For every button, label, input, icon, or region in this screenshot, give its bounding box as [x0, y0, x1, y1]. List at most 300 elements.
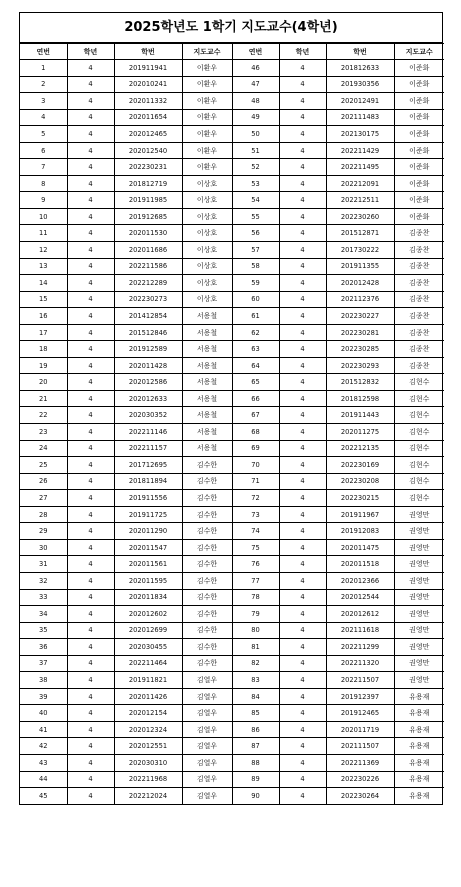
row-advisor-cell: 이환우	[182, 109, 232, 126]
row-index-cell: 30	[20, 539, 67, 556]
row-index-cell: 35	[20, 622, 67, 639]
row-grade-cell: 4	[67, 159, 114, 176]
table-row	[20, 258, 444, 275]
table-row	[20, 208, 444, 225]
row-grade-cell: 4	[279, 523, 326, 540]
row-student-id-cell: 201912083	[326, 523, 394, 540]
row-student-id-cell: 202230215	[326, 490, 394, 507]
row-index-cell: 75	[232, 539, 279, 556]
row-advisor-cell: 권영만	[394, 556, 444, 573]
row-index-cell: 10	[20, 208, 67, 225]
row-advisor-cell: 김현수	[394, 374, 444, 391]
row-advisor-cell: 김수한	[182, 655, 232, 672]
row-index-cell: 38	[20, 672, 67, 689]
row-index-cell: 82	[232, 655, 279, 672]
table-row	[20, 523, 444, 540]
row-student-id-cell: 201911556	[114, 490, 182, 507]
row-advisor-cell: 유용재	[394, 705, 444, 722]
row-grade-cell: 4	[279, 324, 326, 341]
row-index-cell: 21	[20, 390, 67, 407]
row-grade-cell: 4	[279, 142, 326, 159]
row-advisor-cell: 이준화	[394, 126, 444, 143]
row-index-cell: 36	[20, 639, 67, 656]
advisor-sheet	[19, 12, 443, 805]
row-index-cell: 76	[232, 556, 279, 573]
table-row	[20, 357, 444, 374]
row-advisor-cell: 김종찬	[394, 275, 444, 292]
table-row	[20, 771, 444, 788]
header-index: 연번	[20, 44, 67, 60]
row-student-id-cell: 202211369	[326, 754, 394, 771]
row-grade-cell: 4	[67, 473, 114, 490]
row-grade-cell: 4	[279, 357, 326, 374]
row-grade-cell: 4	[279, 424, 326, 441]
row-student-id-cell: 202230226	[326, 771, 394, 788]
table-row	[20, 242, 444, 259]
row-index-cell: 59	[232, 275, 279, 292]
row-student-id-cell: 202011530	[114, 225, 182, 242]
row-advisor-cell: 김현수	[394, 490, 444, 507]
row-grade-cell: 4	[279, 440, 326, 457]
row-student-id-cell: 202211495	[326, 159, 394, 176]
row-index-cell: 67	[232, 407, 279, 424]
row-grade-cell: 4	[279, 539, 326, 556]
row-index-cell: 61	[232, 308, 279, 325]
row-student-id-cell: 202230281	[326, 324, 394, 341]
row-grade-cell: 4	[279, 688, 326, 705]
row-index-cell: 80	[232, 622, 279, 639]
row-index-cell: 56	[232, 225, 279, 242]
row-student-id-cell: 201912397	[326, 688, 394, 705]
row-advisor-cell: 김수한	[182, 457, 232, 474]
row-grade-cell: 4	[67, 572, 114, 589]
row-advisor-cell: 김종찬	[394, 324, 444, 341]
row-student-id-cell: 202212289	[114, 275, 182, 292]
row-index-cell: 64	[232, 357, 279, 374]
row-advisor-cell: 김수한	[182, 639, 232, 656]
row-advisor-cell: 이환우	[182, 126, 232, 143]
row-advisor-cell: 이상호	[182, 208, 232, 225]
row-index-cell: 45	[20, 788, 67, 804]
table-row	[20, 225, 444, 242]
row-student-id-cell: 202230273	[114, 291, 182, 308]
row-student-id-cell: 201911725	[114, 506, 182, 523]
row-grade-cell: 4	[67, 142, 114, 159]
row-index-cell: 2	[20, 76, 67, 93]
table-row	[20, 291, 444, 308]
row-student-id-cell: 202230260	[326, 208, 394, 225]
row-index-cell: 68	[232, 424, 279, 441]
row-grade-cell: 4	[67, 788, 114, 804]
row-index-cell: 11	[20, 225, 67, 242]
header-grade: 학년	[67, 44, 114, 60]
row-student-id-cell: 202211586	[114, 258, 182, 275]
row-index-cell: 89	[232, 771, 279, 788]
row-advisor-cell: 김종찬	[394, 291, 444, 308]
row-advisor-cell: 서용철	[182, 407, 232, 424]
table-row	[20, 407, 444, 424]
row-grade-cell: 4	[67, 93, 114, 110]
table-row	[20, 688, 444, 705]
row-grade-cell: 4	[67, 225, 114, 242]
row-advisor-cell: 김수한	[182, 506, 232, 523]
row-student-id-cell: 202012366	[326, 572, 394, 589]
table-row	[20, 589, 444, 606]
row-student-id-cell: 202012324	[114, 721, 182, 738]
row-advisor-cell: 유용재	[394, 688, 444, 705]
row-index-cell: 15	[20, 291, 67, 308]
row-student-id-cell: 202230231	[114, 159, 182, 176]
row-student-id-cell: 202211299	[326, 639, 394, 656]
row-index-cell: 51	[232, 142, 279, 159]
row-grade-cell: 4	[279, 159, 326, 176]
row-index-cell: 86	[232, 721, 279, 738]
row-grade-cell: 4	[67, 109, 114, 126]
row-student-id-cell: 202011275	[326, 424, 394, 441]
row-index-cell: 52	[232, 159, 279, 176]
row-student-id-cell: 201712695	[114, 457, 182, 474]
row-advisor-cell: 서용철	[182, 341, 232, 358]
row-advisor-cell: 김수한	[182, 490, 232, 507]
row-advisor-cell: 김종찬	[394, 341, 444, 358]
row-grade-cell: 4	[67, 738, 114, 755]
row-grade-cell: 4	[279, 622, 326, 639]
sheet-title: 2025학년도 1학기 지도교수(4학년)	[20, 13, 442, 43]
row-grade-cell: 4	[67, 490, 114, 507]
row-student-id-cell: 202212135	[326, 440, 394, 457]
row-student-id-cell: 201911355	[326, 258, 394, 275]
row-student-id-cell: 202012428	[326, 275, 394, 292]
row-advisor-cell: 김종찬	[394, 258, 444, 275]
row-index-cell: 3	[20, 93, 67, 110]
row-grade-cell: 4	[67, 440, 114, 457]
row-advisor-cell: 김수한	[182, 606, 232, 623]
row-index-cell: 14	[20, 275, 67, 292]
table-row	[20, 556, 444, 573]
row-grade-cell: 4	[279, 258, 326, 275]
table-row	[20, 788, 444, 804]
row-grade-cell: 4	[279, 738, 326, 755]
row-student-id-cell: 202012465	[114, 126, 182, 143]
row-student-id-cell: 202010241	[114, 76, 182, 93]
row-student-id-cell: 202212511	[326, 192, 394, 209]
row-index-cell: 20	[20, 374, 67, 391]
row-advisor-cell: 유용재	[394, 738, 444, 755]
row-student-id-cell: 202112376	[326, 291, 394, 308]
row-grade-cell: 4	[67, 390, 114, 407]
header-index: 연번	[232, 44, 279, 60]
row-grade-cell: 4	[67, 539, 114, 556]
header-student-id: 학번	[326, 44, 394, 60]
row-student-id-cell: 201512846	[114, 324, 182, 341]
row-advisor-cell: 유용재	[394, 771, 444, 788]
row-student-id-cell: 201911967	[326, 506, 394, 523]
table-row	[20, 506, 444, 523]
row-advisor-cell: 이상호	[182, 175, 232, 192]
row-grade-cell: 4	[279, 721, 326, 738]
table-row	[20, 175, 444, 192]
row-grade-cell: 4	[67, 341, 114, 358]
row-index-cell: 63	[232, 341, 279, 358]
row-index-cell: 50	[232, 126, 279, 143]
row-advisor-cell: 김열우	[182, 771, 232, 788]
row-grade-cell: 4	[67, 407, 114, 424]
row-index-cell: 55	[232, 208, 279, 225]
table-row	[20, 159, 444, 176]
row-advisor-cell: 이준화	[394, 109, 444, 126]
row-student-id-cell: 201512871	[326, 225, 394, 242]
row-grade-cell: 4	[67, 639, 114, 656]
row-index-cell: 4	[20, 109, 67, 126]
table-row	[20, 308, 444, 325]
row-advisor-cell: 김열우	[182, 788, 232, 804]
row-student-id-cell: 202111483	[326, 109, 394, 126]
table-row	[20, 126, 444, 143]
row-index-cell: 53	[232, 175, 279, 192]
row-grade-cell: 4	[279, 655, 326, 672]
row-advisor-cell: 김현수	[394, 390, 444, 407]
row-index-cell: 42	[20, 738, 67, 755]
row-index-cell: 23	[20, 424, 67, 441]
row-advisor-cell: 김수한	[182, 589, 232, 606]
row-advisor-cell: 서용철	[182, 324, 232, 341]
row-grade-cell: 4	[279, 175, 326, 192]
table-row	[20, 490, 444, 507]
row-student-id-cell: 202011561	[114, 556, 182, 573]
row-student-id-cell: 202012154	[114, 705, 182, 722]
table-row	[20, 738, 444, 755]
header-grade: 학년	[279, 44, 326, 60]
table-row	[20, 440, 444, 457]
row-advisor-cell: 권영만	[394, 572, 444, 589]
row-advisor-cell: 권영만	[394, 639, 444, 656]
row-student-id-cell: 201912465	[326, 705, 394, 722]
row-student-id-cell: 202011834	[114, 589, 182, 606]
row-grade-cell: 4	[67, 242, 114, 259]
row-grade-cell: 4	[67, 754, 114, 771]
row-student-id-cell: 202011654	[114, 109, 182, 126]
row-grade-cell: 4	[279, 771, 326, 788]
row-student-id-cell: 202230227	[326, 308, 394, 325]
row-advisor-cell: 김현수	[394, 440, 444, 457]
row-grade-cell: 4	[279, 390, 326, 407]
row-grade-cell: 4	[67, 324, 114, 341]
row-advisor-cell: 이상호	[182, 275, 232, 292]
row-student-id-cell: 201912589	[114, 341, 182, 358]
row-index-cell: 83	[232, 672, 279, 689]
row-advisor-cell: 김수한	[182, 622, 232, 639]
row-index-cell: 57	[232, 242, 279, 259]
table-row	[20, 424, 444, 441]
row-grade-cell: 4	[279, 639, 326, 656]
row-student-id-cell: 202012551	[114, 738, 182, 755]
row-student-id-cell: 201911941	[114, 60, 182, 77]
row-index-cell: 27	[20, 490, 67, 507]
row-grade-cell: 4	[279, 556, 326, 573]
row-index-cell: 71	[232, 473, 279, 490]
table-row	[20, 457, 444, 474]
row-index-cell: 69	[232, 440, 279, 457]
row-grade-cell: 4	[67, 771, 114, 788]
row-student-id-cell: 201412854	[114, 308, 182, 325]
header-student-id: 학번	[114, 44, 182, 60]
row-student-id-cell: 202211968	[114, 771, 182, 788]
row-student-id-cell: 202230169	[326, 457, 394, 474]
table-row	[20, 275, 444, 292]
row-student-id-cell: 202211464	[114, 655, 182, 672]
row-grade-cell: 4	[279, 275, 326, 292]
row-advisor-cell: 김열우	[182, 721, 232, 738]
row-grade-cell: 4	[67, 506, 114, 523]
table-row	[20, 192, 444, 209]
row-grade-cell: 4	[67, 76, 114, 93]
row-advisor-cell: 김수한	[182, 572, 232, 589]
row-grade-cell: 4	[67, 655, 114, 672]
row-student-id-cell: 201811894	[114, 473, 182, 490]
row-advisor-cell: 이상호	[182, 192, 232, 209]
row-index-cell: 34	[20, 606, 67, 623]
row-student-id-cell: 201730222	[326, 242, 394, 259]
row-index-cell: 65	[232, 374, 279, 391]
row-advisor-cell: 이준화	[394, 175, 444, 192]
row-grade-cell: 4	[67, 721, 114, 738]
row-advisor-cell: 이상호	[182, 242, 232, 259]
row-student-id-cell: 202111618	[326, 622, 394, 639]
row-student-id-cell: 202111507	[326, 738, 394, 755]
row-index-cell: 32	[20, 572, 67, 589]
row-index-cell: 31	[20, 556, 67, 573]
row-advisor-cell: 김종찬	[394, 242, 444, 259]
row-advisor-cell: 이환우	[182, 76, 232, 93]
table-row	[20, 341, 444, 358]
row-grade-cell: 4	[67, 308, 114, 325]
row-advisor-cell: 김수한	[182, 473, 232, 490]
header-advisor: 지도교수	[394, 44, 444, 60]
row-index-cell: 58	[232, 258, 279, 275]
row-index-cell: 24	[20, 440, 67, 457]
row-grade-cell: 4	[67, 208, 114, 225]
row-advisor-cell: 이준화	[394, 159, 444, 176]
row-index-cell: 48	[232, 93, 279, 110]
table-row	[20, 639, 444, 656]
row-grade-cell: 4	[279, 457, 326, 474]
row-advisor-cell: 김현수	[394, 407, 444, 424]
row-index-cell: 13	[20, 258, 67, 275]
row-student-id-cell: 202211157	[114, 440, 182, 457]
row-advisor-cell: 김열우	[182, 688, 232, 705]
row-student-id-cell: 201911821	[114, 672, 182, 689]
row-student-id-cell: 202012540	[114, 142, 182, 159]
row-student-id-cell: 202030455	[114, 639, 182, 656]
row-index-cell: 29	[20, 523, 67, 540]
row-student-id-cell: 201812598	[326, 390, 394, 407]
row-advisor-cell: 서용철	[182, 424, 232, 441]
row-advisor-cell: 권영만	[394, 523, 444, 540]
row-student-id-cell: 202012612	[326, 606, 394, 623]
row-student-id-cell: 202012633	[114, 390, 182, 407]
row-advisor-cell: 이상호	[182, 291, 232, 308]
row-student-id-cell: 202011426	[114, 688, 182, 705]
row-student-id-cell: 202211146	[114, 424, 182, 441]
table-row	[20, 572, 444, 589]
row-student-id-cell: 202012602	[114, 606, 182, 623]
row-grade-cell: 4	[279, 589, 326, 606]
row-grade-cell: 4	[279, 672, 326, 689]
row-grade-cell: 4	[279, 225, 326, 242]
header-advisor: 지도교수	[182, 44, 232, 60]
row-advisor-cell: 이환우	[182, 159, 232, 176]
table-row	[20, 473, 444, 490]
row-grade-cell: 4	[279, 374, 326, 391]
row-student-id-cell: 202012699	[114, 622, 182, 639]
row-grade-cell: 4	[279, 208, 326, 225]
table-row	[20, 705, 444, 722]
row-index-cell: 54	[232, 192, 279, 209]
row-index-cell: 41	[20, 721, 67, 738]
table-row	[20, 622, 444, 639]
row-student-id-cell: 202012544	[326, 589, 394, 606]
row-student-id-cell: 201912685	[114, 208, 182, 225]
table-row	[20, 93, 444, 110]
row-student-id-cell: 201812719	[114, 175, 182, 192]
table-row	[20, 606, 444, 623]
row-grade-cell: 4	[279, 572, 326, 589]
row-grade-cell: 4	[67, 258, 114, 275]
row-student-id-cell: 202230293	[326, 357, 394, 374]
row-student-id-cell: 202011547	[114, 539, 182, 556]
row-index-cell: 19	[20, 357, 67, 374]
row-grade-cell: 4	[279, 407, 326, 424]
row-grade-cell: 4	[67, 523, 114, 540]
row-index-cell: 17	[20, 324, 67, 341]
row-advisor-cell: 권영만	[394, 606, 444, 623]
row-grade-cell: 4	[67, 275, 114, 292]
row-advisor-cell: 유용재	[394, 788, 444, 804]
row-advisor-cell: 유용재	[394, 754, 444, 771]
row-index-cell: 37	[20, 655, 67, 672]
row-index-cell: 46	[232, 60, 279, 77]
row-student-id-cell: 202012491	[326, 93, 394, 110]
row-index-cell: 25	[20, 457, 67, 474]
row-advisor-cell: 권영만	[394, 589, 444, 606]
row-index-cell: 26	[20, 473, 67, 490]
row-grade-cell: 4	[279, 308, 326, 325]
table-row	[20, 109, 444, 126]
row-advisor-cell: 김수한	[182, 556, 232, 573]
row-advisor-cell: 이환우	[182, 142, 232, 159]
row-grade-cell: 4	[279, 93, 326, 110]
row-advisor-cell: 이상호	[182, 258, 232, 275]
advisor-table	[20, 43, 444, 804]
row-grade-cell: 4	[279, 76, 326, 93]
row-index-cell: 72	[232, 490, 279, 507]
row-advisor-cell: 김열우	[182, 672, 232, 689]
row-student-id-cell: 202230208	[326, 473, 394, 490]
row-advisor-cell: 김열우	[182, 754, 232, 771]
row-student-id-cell: 202211320	[326, 655, 394, 672]
row-index-cell: 79	[232, 606, 279, 623]
row-index-cell: 90	[232, 788, 279, 804]
row-index-cell: 8	[20, 175, 67, 192]
row-index-cell: 5	[20, 126, 67, 143]
row-grade-cell: 4	[67, 589, 114, 606]
row-advisor-cell: 이준화	[394, 142, 444, 159]
row-advisor-cell: 권영만	[394, 672, 444, 689]
row-grade-cell: 4	[67, 175, 114, 192]
row-advisor-cell: 유용재	[394, 721, 444, 738]
row-grade-cell: 4	[279, 473, 326, 490]
row-student-id-cell: 202011719	[326, 721, 394, 738]
